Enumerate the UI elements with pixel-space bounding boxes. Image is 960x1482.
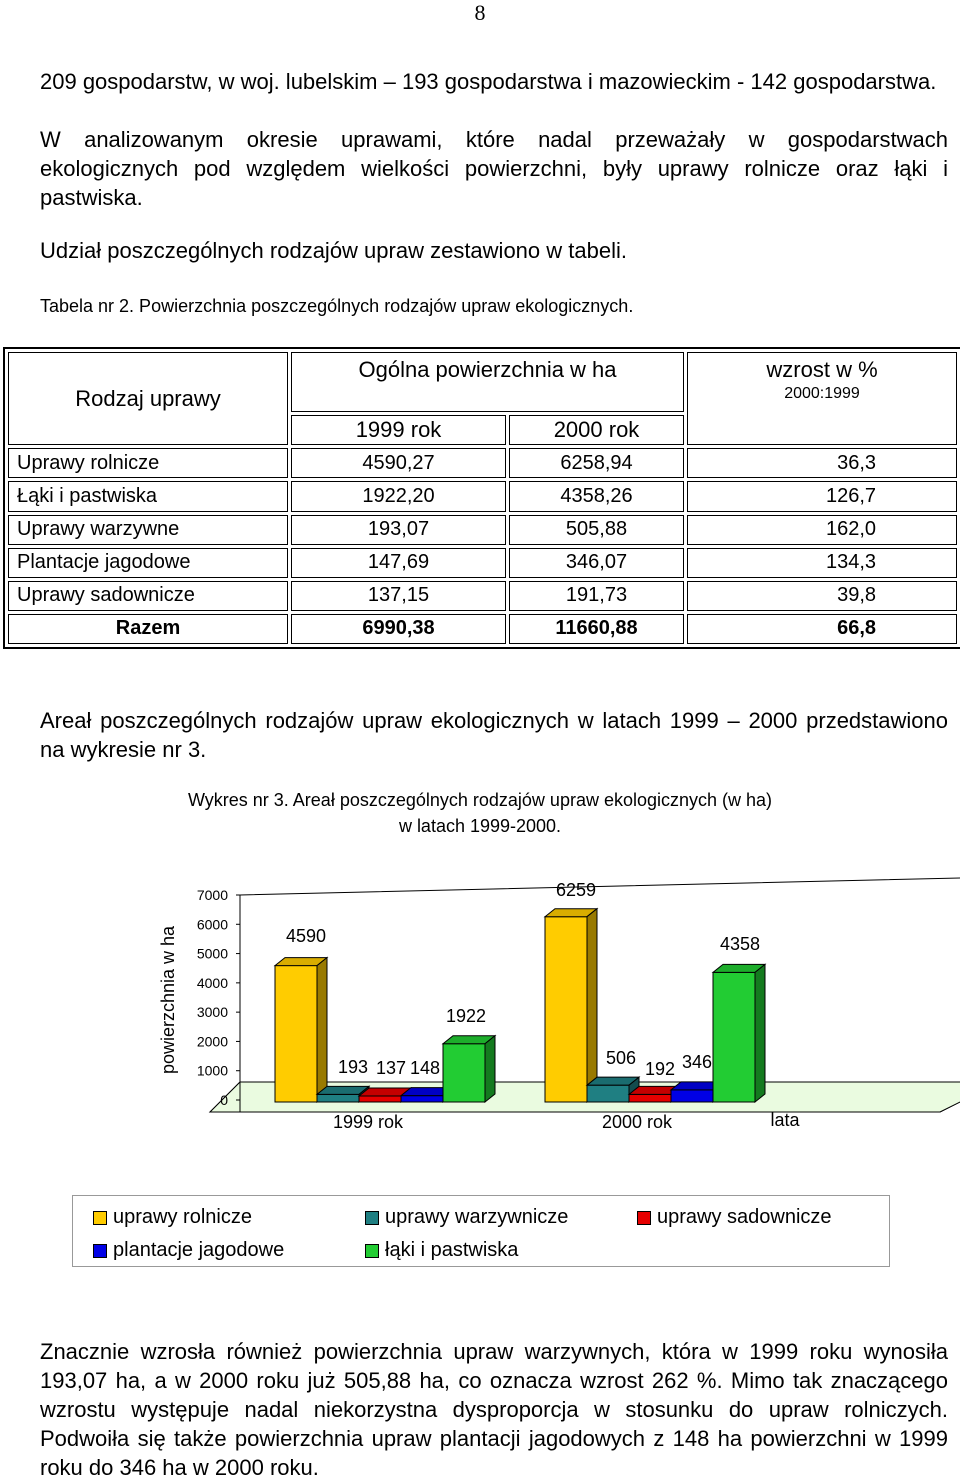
legend-swatch xyxy=(365,1244,379,1258)
row-1999: 147,69 xyxy=(291,548,506,578)
bar xyxy=(587,1085,629,1102)
row-1999: 193,07 xyxy=(291,515,506,545)
header-2000: 2000 rok xyxy=(509,415,684,445)
bar-side xyxy=(485,1036,495,1102)
paragraph-3: Udział poszczególnych rodzajów upraw zestawiono w tabeli. xyxy=(40,238,627,263)
chart-caption-line1: Wykres nr 3. Areał poszczególnych rodzajów upraw ekologicznych (w ha) xyxy=(187,790,773,810)
legend-swatch xyxy=(637,1211,651,1225)
paragraph-5: Znacznie wzrosła również powierzchnia upraw warzywnych, która w 1999 roku wynosiła 193,07 ha, a w 2000 roku już 505,88 ha, co oznacza wzrost 262 %. Mimo tak znaczącego wzrostu występuje nadal niekorzystna dysproporcja w stosunku do upraw rolniczych. Podwoiła się także powierzchnia upraw plantacji jagodowych z 148 ha powierzchni w 1999 roku do 346 ha w 2000 roku. xyxy=(40,1339,948,1480)
data-label: 192 xyxy=(645,1059,676,1079)
table-total-row xyxy=(8,614,957,644)
legend-label: uprawy warzywnicze xyxy=(385,1206,569,1228)
bar xyxy=(401,1096,443,1102)
paragraph-4: Areał poszczególnych rodzajów upraw ekologicznych w latach 1999 – 2000 przedstawiono na wykresie nr 3. xyxy=(40,708,948,762)
bar-chart xyxy=(0,870,960,1170)
legend-swatch xyxy=(365,1211,379,1225)
total-name: Razem xyxy=(8,614,288,644)
row-growth: 134,3 xyxy=(687,548,957,578)
y-tick-label: 3000 xyxy=(196,1004,228,1021)
legend-item xyxy=(365,1239,518,1262)
bar xyxy=(317,1094,359,1102)
data-label: 1922 xyxy=(446,1006,487,1026)
y-tick-label: 0 xyxy=(220,1092,228,1108)
bar xyxy=(359,1096,401,1102)
crops-area-table xyxy=(3,347,960,649)
bar xyxy=(443,1044,485,1102)
row-name: Uprawy warzywne xyxy=(8,515,288,545)
legend-item xyxy=(93,1239,284,1262)
data-label: 4590 xyxy=(286,926,327,946)
data-label: 506 xyxy=(606,1048,637,1068)
table-row xyxy=(8,481,957,511)
row-growth: 126,7 xyxy=(687,481,957,511)
legend-swatch xyxy=(93,1244,107,1258)
row-1999: 1922,20 xyxy=(291,481,506,511)
header-growth xyxy=(687,352,957,445)
page-number: 8 xyxy=(474,0,486,25)
y-tick-label: 4000 xyxy=(196,974,228,991)
row-name: Uprawy sadownicze xyxy=(8,581,288,611)
row-growth: 36,3 xyxy=(687,448,957,478)
row-2000: 6258,94 xyxy=(509,448,684,478)
row-name: Łąki i pastwiska xyxy=(8,481,288,511)
y-tick-label: 7000 xyxy=(196,887,228,903)
table-row xyxy=(8,448,957,478)
header-growth-sub: 2000:1999 xyxy=(784,385,860,402)
total-growth: 66,8 xyxy=(687,614,957,644)
x-category-label: 2000 rok xyxy=(601,1112,673,1132)
row-name: Uprawy rolnicze xyxy=(8,448,288,478)
table-row xyxy=(8,548,957,578)
data-label: 346 xyxy=(682,1052,713,1072)
bar-side xyxy=(317,958,327,1102)
bar xyxy=(713,972,755,1102)
bar xyxy=(671,1090,713,1102)
legend-item xyxy=(365,1206,568,1229)
legend-label: łąki i pastwiska xyxy=(385,1239,519,1261)
row-growth: 39,8 xyxy=(687,581,957,611)
x-axis-label: lata xyxy=(770,1110,800,1130)
row-name: Plantacje jagodowe xyxy=(8,548,288,578)
row-1999: 4590,27 xyxy=(291,448,506,478)
data-label: 193 xyxy=(338,1057,369,1077)
x-category-label: 1999 rok xyxy=(332,1112,404,1132)
y-tick-label: 2000 xyxy=(196,1033,228,1050)
paragraph-1: 209 gospodarstw, w woj. lubelskim – 193 gospodarstwa i mazowieckim - 142 gospodarstwa. xyxy=(40,69,937,94)
legend-item xyxy=(93,1206,252,1229)
bar-side xyxy=(587,909,597,1102)
table-caption: Tabela nr 2. Powierzchnia poszczególnych rodzajów upraw ekologicznych. xyxy=(40,296,634,316)
table-row xyxy=(8,515,957,545)
header-total-area: Ogólna powierzchnia w ha xyxy=(291,352,684,412)
y-tick-label: 6000 xyxy=(196,916,228,933)
legend-item xyxy=(637,1206,832,1229)
row-2000: 505,88 xyxy=(509,515,684,545)
chart-legend xyxy=(72,1195,890,1267)
legend-swatch xyxy=(93,1211,107,1225)
bar xyxy=(629,1094,671,1102)
data-label: 137 xyxy=(376,1058,407,1078)
legend-label: uprawy rolnicze xyxy=(113,1206,252,1228)
y-tick-label: 1000 xyxy=(196,1062,228,1079)
header-growth-label: wzrost w % xyxy=(766,357,878,382)
legend-label: uprawy sadownicze xyxy=(657,1206,832,1228)
row-2000: 4358,26 xyxy=(509,481,684,511)
table-row xyxy=(8,581,957,611)
chart-caption xyxy=(0,787,960,839)
legend-label: plantacje jagodowe xyxy=(113,1239,285,1261)
paragraph-2: W analizowanym okresie uprawami, które nadal przeważały w gospodarstwach ekologicznych pod względem wielkości powierzchni, były uprawy rolnicze oraz łąki i pastwiska. xyxy=(40,127,948,210)
row-2000: 346,07 xyxy=(509,548,684,578)
total-2000: 11660,88 xyxy=(509,614,684,644)
bar-side xyxy=(755,964,765,1102)
row-1999: 137,15 xyxy=(291,581,506,611)
chart-caption-line2: w latach 1999-2000. xyxy=(398,816,562,836)
row-growth: 162,0 xyxy=(687,515,957,545)
y-axis-label: powierzchnia w ha xyxy=(158,925,178,1075)
data-label: 6259 xyxy=(556,880,597,900)
bar xyxy=(275,966,317,1102)
y-tick-label: 5000 xyxy=(196,945,228,962)
bar xyxy=(545,917,587,1102)
data-label: 148 xyxy=(410,1058,441,1078)
row-2000: 191,73 xyxy=(509,581,684,611)
header-crop-type: Rodzaj uprawy xyxy=(8,352,288,445)
total-1999: 6990,38 xyxy=(291,614,506,644)
data-label: 4358 xyxy=(720,934,761,954)
header-1999: 1999 rok xyxy=(291,415,506,445)
